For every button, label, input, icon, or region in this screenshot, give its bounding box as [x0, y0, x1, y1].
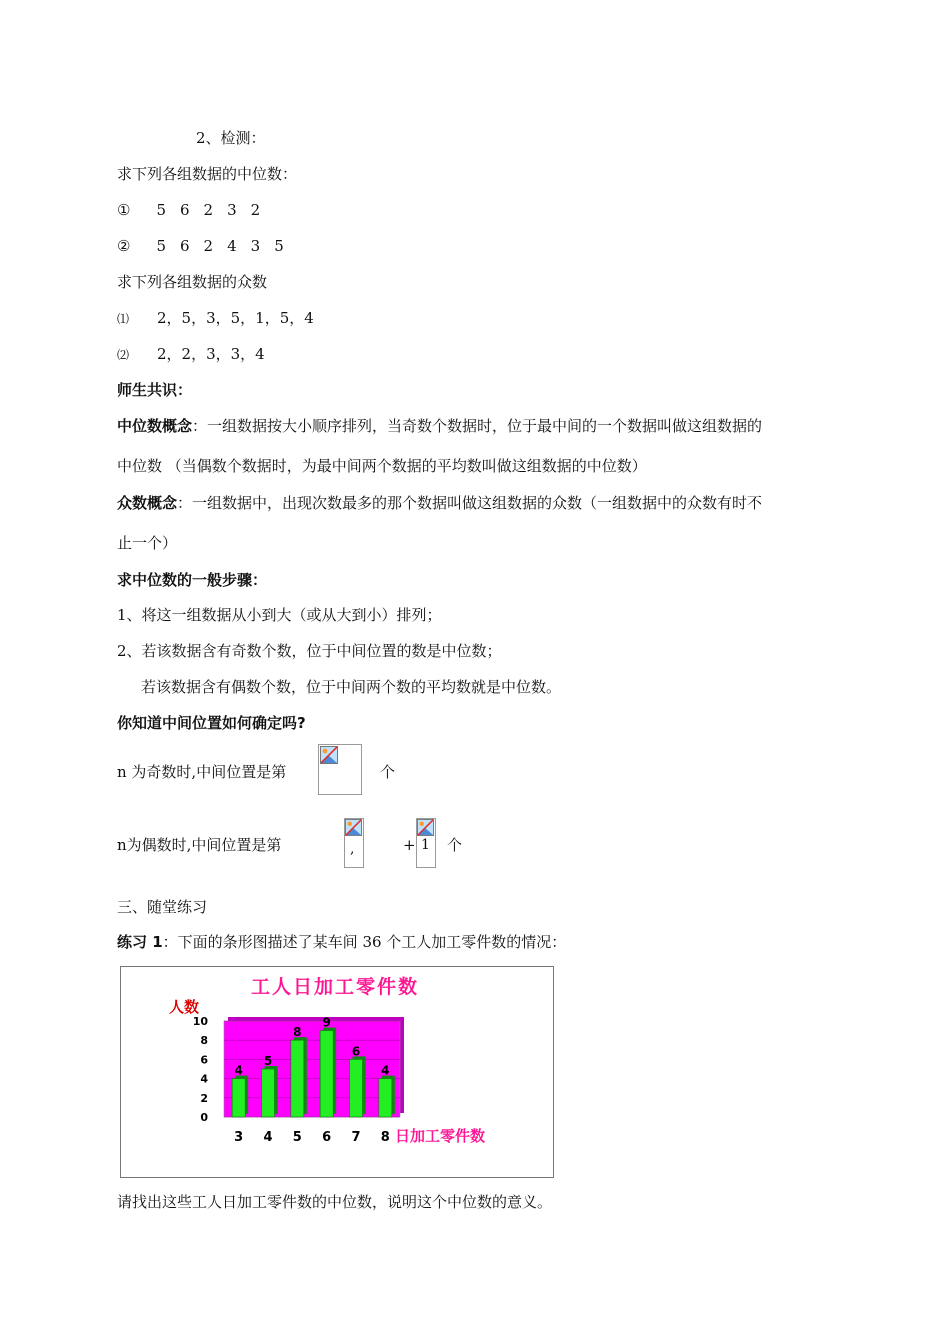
steps-heading: 求中位数的一般步骤：	[117, 571, 268, 589]
mode-concept-label: 众数概念	[117, 494, 178, 512]
plot-area	[224, 1021, 400, 1117]
bar	[262, 1069, 275, 1117]
check-title: 2、检测：	[196, 129, 266, 147]
x-axis-label: 日加工零件数	[395, 1127, 486, 1145]
y-tick-label: 8	[200, 1034, 208, 1048]
exercise-item-4: ⑵ 2，2，3，3，4	[117, 345, 265, 363]
median-concept-label: 中位数概念	[117, 417, 193, 435]
data-label: 4	[234, 1063, 243, 1078]
exercise-item-2: ② 5 6 2 4 3 5	[117, 237, 284, 255]
data-label: 9	[322, 1015, 331, 1030]
odd-case-text: n 为奇数时,中间位置是第	[117, 763, 287, 781]
bar	[232, 1079, 245, 1117]
formula-one: 1	[421, 837, 430, 853]
data-label: 5	[263, 1054, 273, 1068]
data-label: 4	[381, 1063, 390, 1078]
bar	[379, 1079, 392, 1117]
mode-concept-line1: 众数概念：一组数据中，出现次数最多的那个数据叫做这组数据的众数（一组数据中的众数有时不	[117, 494, 763, 512]
y-axis-label: 人数	[169, 998, 200, 1016]
exercise-1-line: 练习 1：下面的条形图描述了某车间 36 个工人加工零件数的情况：	[117, 933, 567, 951]
image-placeholder-icon	[345, 819, 362, 836]
step-2: 2、若该数据含有奇数个数，位于中间位置的数是中位数；	[117, 642, 502, 660]
x-tick-label: 5	[292, 1130, 302, 1145]
y-tick-label: 0	[200, 1111, 208, 1124]
median-prompt: 求下列各组数据的中位数：	[117, 165, 298, 183]
formula-image-even-b	[416, 818, 436, 868]
y-tick-label: 6	[200, 1053, 208, 1067]
image-placeholder-icon	[417, 819, 434, 836]
section-3-heading: 三、随堂练习	[117, 898, 208, 916]
odd-case-suffix: 个	[380, 763, 396, 781]
x-tick-label: 4	[263, 1130, 273, 1145]
y-tick-label: 2	[200, 1091, 208, 1105]
formula-comma: ,	[350, 841, 355, 857]
x-tick-label: 3	[234, 1130, 244, 1145]
x-tick-label: 6	[322, 1130, 332, 1145]
data-label: 8	[293, 1025, 302, 1040]
even-case-text: n为偶数时,中间位置是第	[117, 836, 282, 854]
bar-chart-frame	[120, 966, 554, 1178]
bar-chart	[121, 967, 553, 1177]
consensus-heading: 师生共识：	[117, 381, 193, 399]
y-tick-label: 10	[192, 1015, 208, 1028]
mode-prompt: 求下列各组数据的众数	[117, 273, 268, 291]
step-1: 1、将这一组数据从小到大（或从大到小）排列；	[117, 606, 442, 624]
item-marker: ①	[117, 201, 131, 219]
median-concept-line2: 中位数 （当偶数个数据时，为最中间两个数据的平均数叫做这组数据的中位数）	[117, 457, 647, 475]
bar	[350, 1059, 363, 1117]
formula-image-even-a	[344, 818, 364, 868]
mode-concept-line2: 止一个）	[117, 534, 178, 552]
x-tick-label: 7	[351, 1130, 361, 1145]
x-tick-label: 8	[380, 1130, 390, 1145]
question-heading: 你知道中间位置如何确定吗?	[117, 714, 306, 732]
bar	[320, 1031, 333, 1117]
data-label: 6	[351, 1044, 361, 1059]
exercise-item-1: ① 5 6 2 3 2	[117, 201, 261, 219]
item-marker: ⑴	[117, 312, 130, 326]
formula-image-odd	[318, 744, 362, 795]
item-marker: ⑵	[117, 348, 130, 362]
exercise-item-3: ⑴ 2，5，3，5，1，5，4	[117, 309, 314, 327]
even-case-suffix: 个	[447, 836, 463, 854]
median-concept-line1: 中位数概念：一组数据按大小顺序排列，当奇数个数据时，位于最中间的一个数据叫做这组数据的	[117, 417, 763, 435]
item-marker: ②	[117, 237, 131, 255]
exercise-1-label: 练习 1	[117, 933, 163, 951]
y-tick-label: 4	[200, 1072, 208, 1086]
formula-plus: +	[403, 836, 416, 854]
bar	[291, 1040, 304, 1117]
image-placeholder-icon	[320, 746, 338, 764]
final-question: 请找出这些工人日加工零件数的中位数，说明这个中位数的意义。	[117, 1193, 553, 1211]
step-2b: 若该数据含有偶数个数，位于中间两个数的平均数就是中位数。	[141, 678, 562, 696]
chart-title: 工人日加工零件数	[250, 976, 420, 998]
